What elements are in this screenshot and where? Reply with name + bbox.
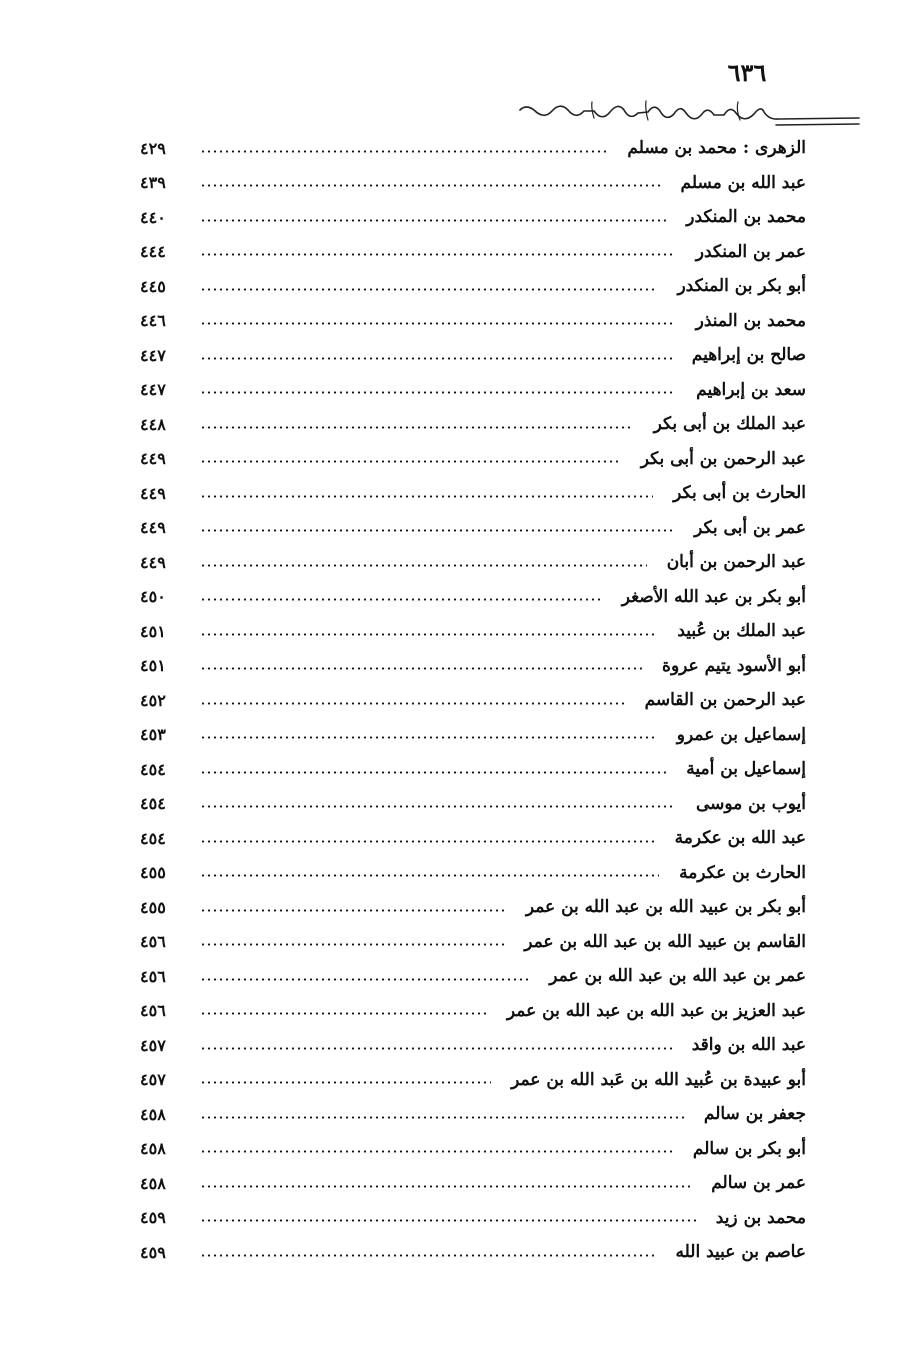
entry-page-number: ٤٤٤ bbox=[140, 242, 166, 262]
dot-leader bbox=[200, 1081, 491, 1084]
toc-row[interactable] bbox=[140, 545, 806, 580]
dot-leader bbox=[200, 391, 676, 394]
entry-name: أيوب بن موسى bbox=[695, 793, 806, 814]
dot-leader bbox=[200, 1150, 673, 1153]
toc-row[interactable] bbox=[140, 994, 806, 1029]
toc-row[interactable] bbox=[140, 1063, 806, 1098]
entry-page-number: ٤٥٦ bbox=[140, 1001, 166, 1021]
entry-page-number: ٤٤٩ bbox=[140, 483, 166, 503]
entry-page-number: ٤٥٦ bbox=[140, 966, 166, 986]
entry-name: الحارث بن أبى بكر bbox=[673, 483, 806, 504]
entry-name: عبد الملك بن عُبيد bbox=[677, 621, 806, 642]
toc-row[interactable] bbox=[140, 200, 806, 235]
entry-name: عبد الله بن مسلم bbox=[680, 172, 806, 193]
entry-page-number: ٤٤٦ bbox=[140, 311, 166, 331]
toc-row[interactable] bbox=[140, 718, 806, 753]
toc-row[interactable] bbox=[140, 580, 806, 615]
toc-row[interactable] bbox=[140, 683, 806, 718]
entry-page-number: ٤٥٨ bbox=[140, 1139, 166, 1159]
toc-row[interactable] bbox=[140, 373, 806, 408]
entry-page-number: ٤٥٥ bbox=[140, 897, 166, 917]
toc-row[interactable] bbox=[140, 959, 806, 994]
handwritten-scribble bbox=[514, 98, 864, 132]
entry-name: القاسم بن عبيد الله بن عبد الله بن عمر bbox=[524, 931, 806, 952]
entry-page-number: ٤٤٨ bbox=[140, 414, 166, 434]
entry-page-number: ٤٥٨ bbox=[140, 1173, 166, 1193]
dot-leader bbox=[200, 1219, 696, 1222]
dot-leader bbox=[200, 1116, 684, 1119]
dot-leader bbox=[200, 253, 676, 256]
dot-leader bbox=[200, 1047, 672, 1050]
dot-leader bbox=[200, 702, 625, 705]
dot-leader bbox=[200, 909, 506, 912]
toc-row[interactable] bbox=[140, 442, 806, 477]
entry-name: أبو بكر بن عبيد الله بن عبد الله بن عمر bbox=[525, 897, 806, 918]
entry-page-number: ٤٤٧ bbox=[140, 380, 166, 400]
toc-row[interactable] bbox=[140, 614, 806, 649]
entry-name: أبو الأسود يتيم عروة bbox=[662, 655, 806, 676]
handwritten-note bbox=[514, 98, 864, 132]
toc-row[interactable] bbox=[140, 787, 806, 822]
toc-row[interactable] bbox=[140, 407, 806, 442]
dot-leader bbox=[200, 943, 504, 946]
dot-leader bbox=[200, 184, 661, 187]
dot-leader bbox=[200, 322, 676, 325]
entry-page-number: ٤٥١ bbox=[140, 656, 166, 676]
toc-row[interactable] bbox=[140, 821, 806, 856]
entry-name: عبد الله بن عكرمة bbox=[674, 828, 806, 849]
dot-leader bbox=[200, 633, 657, 636]
toc-row[interactable] bbox=[140, 1166, 806, 1201]
entry-page-number: ٤٥٢ bbox=[140, 690, 166, 710]
toc-row[interactable] bbox=[140, 1235, 806, 1270]
entry-name: جعفر بن سالم bbox=[703, 1104, 806, 1125]
entry-page-number: ٤٥٥ bbox=[140, 863, 166, 883]
toc-row[interactable] bbox=[140, 476, 806, 511]
entry-name: عبد الرحمن بن القاسم bbox=[644, 690, 806, 711]
entry-name: محمد بن زيد bbox=[715, 1207, 806, 1228]
page-number: ٦٣٦ bbox=[727, 58, 767, 87]
entry-page-number: ٤٥٩ bbox=[140, 1242, 166, 1262]
entry-page-number: ٤٤٥ bbox=[140, 276, 166, 296]
dot-leader bbox=[200, 840, 655, 843]
entry-name: محمد بن المنكدر bbox=[686, 207, 806, 228]
entry-page-number: ٤٥٤ bbox=[140, 828, 166, 848]
toc-row[interactable] bbox=[140, 131, 806, 166]
dot-leader bbox=[200, 771, 666, 774]
toc-row[interactable] bbox=[140, 338, 806, 373]
entry-page-number: ٤٥٧ bbox=[140, 1035, 166, 1055]
entry-name: أبو بكر بن سالم bbox=[692, 1138, 806, 1159]
dot-leader bbox=[200, 874, 659, 877]
toc-row[interactable] bbox=[140, 752, 806, 787]
entry-page-number: ٤٤٧ bbox=[140, 345, 166, 365]
dot-leader bbox=[200, 357, 672, 360]
toc-row[interactable] bbox=[140, 235, 806, 270]
entry-name: أبو بكر بن المنكدر bbox=[677, 276, 806, 297]
entry-name: عبد الملك بن أبى بكر bbox=[653, 414, 806, 435]
dot-leader bbox=[200, 150, 607, 153]
entry-page-number: ٤٥٨ bbox=[140, 1104, 166, 1124]
toc-row[interactable] bbox=[140, 1097, 806, 1132]
dot-leader bbox=[200, 426, 634, 429]
entry-name: عمر بن عبد الله بن عبد الله بن عمر bbox=[549, 966, 806, 987]
dot-leader bbox=[200, 288, 657, 291]
entry-name: سعد بن إبراهيم bbox=[696, 379, 806, 400]
toc-row[interactable] bbox=[140, 890, 806, 925]
entry-name: عبد الله بن واقد bbox=[691, 1035, 806, 1056]
entry-page-number: ٤٤٩ bbox=[140, 552, 166, 572]
entry-page-number: ٤٥٦ bbox=[140, 932, 166, 952]
entry-page-number: ٤٢٩ bbox=[140, 138, 166, 158]
entry-name: عبد الرحمن بن أبان bbox=[666, 552, 806, 573]
entry-name: عبد الرحمن بن أبى بكر bbox=[640, 448, 806, 469]
toc-row[interactable] bbox=[140, 1132, 806, 1167]
dot-leader bbox=[200, 1254, 656, 1257]
entry-name: إسماعيل بن عمرو bbox=[676, 724, 806, 745]
toc-row[interactable] bbox=[140, 166, 806, 201]
entry-name: الزهرى : محمد بن مسلم bbox=[627, 138, 806, 159]
entry-page-number: ٤٥٣ bbox=[140, 725, 166, 745]
entry-page-number: ٤٥١ bbox=[140, 621, 166, 641]
entry-name: عمر بن أبى بكر bbox=[694, 517, 806, 538]
entry-name: عاصم بن عبيد الله bbox=[675, 1242, 806, 1263]
toc-row[interactable] bbox=[140, 511, 806, 546]
entry-name: عبد العزيز بن عبد الله بن عبد الله بن عمر bbox=[506, 1000, 806, 1021]
entry-page-number: ٤٥٠ bbox=[140, 587, 166, 607]
entry-name: أبو عبيدة بن عُبيد الله بن عَبد الله بن عمر bbox=[511, 1069, 806, 1090]
dot-leader bbox=[200, 598, 602, 601]
entry-name: صالح بن إبراهيم bbox=[691, 345, 806, 366]
dot-leader bbox=[200, 564, 647, 567]
toc-row[interactable] bbox=[140, 925, 806, 960]
dot-leader bbox=[200, 460, 621, 463]
toc-row[interactable] bbox=[140, 1201, 806, 1236]
entry-name: أبو بكر بن عبد الله الأصغر bbox=[621, 586, 806, 607]
table-of-contents bbox=[140, 131, 806, 1271]
toc-row[interactable] bbox=[140, 649, 806, 684]
entry-name: محمد بن المنذر bbox=[695, 310, 806, 331]
entry-page-number: ٤٣٩ bbox=[140, 173, 166, 193]
entry-name: الحارث بن عكرمة bbox=[679, 862, 806, 883]
entry-page-number: ٤٥٤ bbox=[140, 759, 166, 779]
entry-page-number: ٤٥٤ bbox=[140, 794, 166, 814]
entry-name: عمر بن سالم bbox=[711, 1173, 806, 1194]
dot-leader bbox=[200, 1012, 487, 1015]
dot-leader bbox=[200, 529, 674, 532]
entry-page-number: ٤٥٧ bbox=[140, 1070, 166, 1090]
entry-name: عمر بن المنكدر bbox=[695, 241, 806, 262]
entry-page-number: ٤٥٩ bbox=[140, 1208, 166, 1228]
dot-leader bbox=[200, 805, 676, 808]
toc-row[interactable] bbox=[140, 304, 806, 339]
entry-page-number: ٤٤٠ bbox=[140, 207, 166, 227]
toc-row[interactable] bbox=[140, 1028, 806, 1063]
dot-leader bbox=[200, 495, 653, 498]
toc-row[interactable] bbox=[140, 856, 806, 891]
dot-leader bbox=[200, 219, 666, 222]
dot-leader bbox=[200, 736, 657, 739]
entry-name: إسماعيل بن أمية bbox=[686, 759, 806, 780]
entry-page-number: ٤٤٩ bbox=[140, 449, 166, 469]
dot-leader bbox=[200, 667, 642, 670]
dot-leader bbox=[200, 1185, 691, 1188]
toc-row[interactable] bbox=[140, 269, 806, 304]
entry-page-number: ٤٤٩ bbox=[140, 518, 166, 538]
dot-leader bbox=[200, 978, 529, 981]
